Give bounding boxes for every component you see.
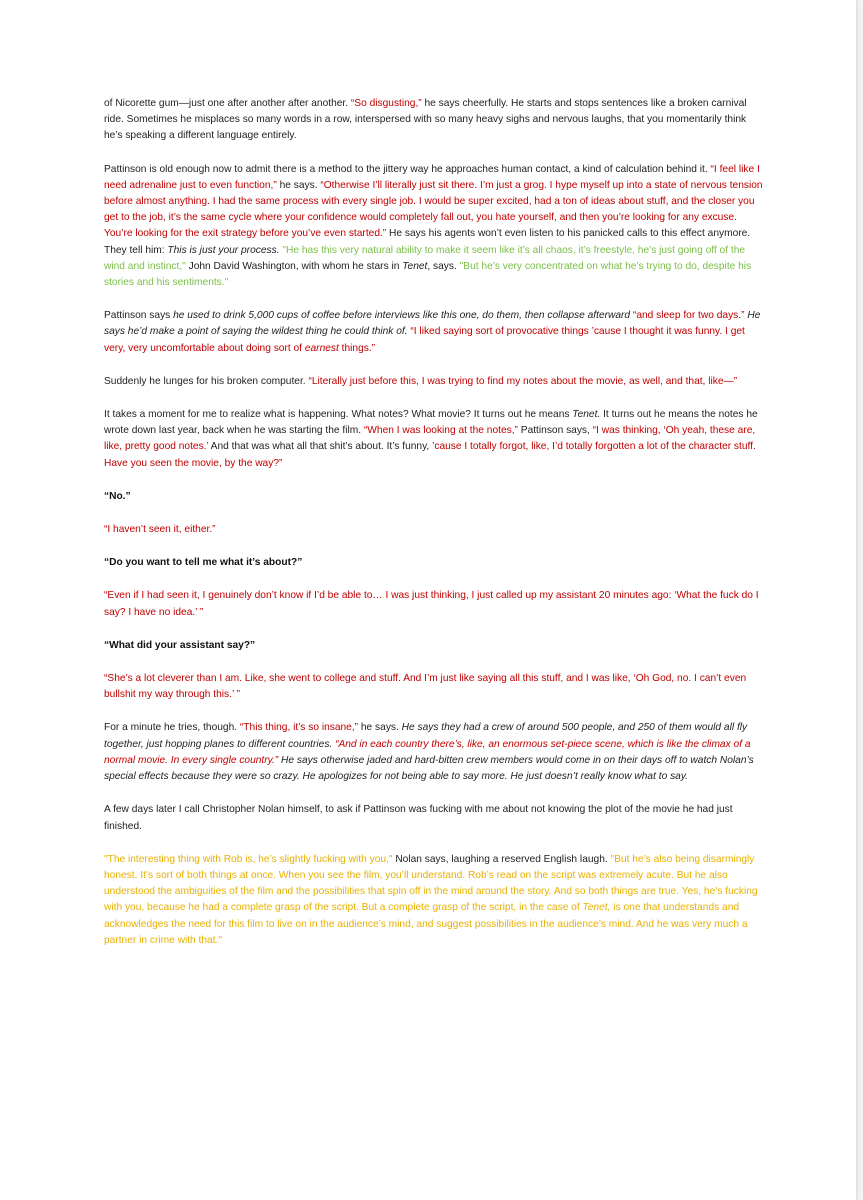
quote-red: “I feel like I need adrenaline just to even function,” bbox=[104, 163, 760, 191]
paragraph-method bbox=[104, 162, 764, 292]
text-run: he says. bbox=[358, 722, 402, 734]
quote-yellow: is one that understands and acknowledges the need for this film to live on in the audience’s mind, and suggest possibilities in the audience’s mind. And he was very much a partner in crime with that." bbox=[104, 902, 748, 946]
quote-red: “I liked saying sort of provocative things ’cause I thought it was funny. I get very, very uncomfortable about doing sort of bbox=[104, 326, 745, 354]
quote-yellow-italic: Tenet, bbox=[582, 902, 611, 914]
quote-red: “When I was looking at the notes,” bbox=[363, 425, 518, 437]
text-italic: He says he’d make a point of saying the wildest thing he could think of. bbox=[104, 310, 761, 338]
answer-quote: “Even if I had seen it, I genuinely don’t know if I’d be able to… I was just thinking, I just called up my assistant 20 minutes ago: ‘What the fuck do I say? I have no idea.’ ” bbox=[104, 590, 759, 618]
text-run: Suddenly he lunges for his broken computer. bbox=[104, 375, 309, 387]
text-run: It takes a moment for me to realize what is happening. What notes? What movie? It turns out he means bbox=[104, 409, 573, 421]
text-italic: He says otherwise jaded and hard-bitten crew members would come in on their days off to watch Nolan’s special effects because they were so crazy. He apologizes for not being able to say more. He just doesn’t really know what to say. bbox=[104, 754, 754, 783]
text-italic: He says they had a crew of around 500 people, and 250 of them would all fly together, just hopping planes to different countries. bbox=[104, 722, 748, 750]
text-run: Pattinson says bbox=[104, 310, 174, 322]
quote-green: "He has this very natural ability to make it seem like it’s all chaos, it’s freestyle, he’s just going off of the wind and instinct," bbox=[104, 244, 746, 272]
text-run: he says cheerfully. He starts and stops sentences like a broken carnival ride. Sometimes he misplaces so many words in a row, interspersed with so many heavy sighs and nervous laughs, that you momentarily think he’s speaking a different language entirely. bbox=[104, 98, 747, 142]
quote-red: “Otherwise I’ll literally just sit there. I’m just a grog. I hype myself up into a state of nervous tension before almost anything. I had the same process with every single job. I would be super excited, had a ton of ideas about stuff, and the closer you get to the job, it’s the same cycle where your confidence would completely fall out, you hate yourself, and then you’re looking for any excuse. You’re looking for the exit strategy before you’ve even started.” bbox=[104, 179, 763, 240]
quote-red: “So disgusting,” bbox=[350, 98, 422, 109]
quote-red: “I was thinking, ‘Oh yeah, these are, like, pretty good notes.’ bbox=[104, 425, 756, 453]
text-run: And that was what all that shit’s about. It’s funny, bbox=[208, 441, 433, 453]
quote-red-italic: earnest bbox=[304, 342, 339, 354]
text-italic: Tenet bbox=[402, 260, 428, 272]
quote-red: ’cause I totally forgot, like, I’d totally forgotten a lot of the character stuff. Have you seen the movie, by the way?” bbox=[104, 441, 756, 469]
interviewer-question: “Do you want to tell me what it’s about?” bbox=[104, 557, 303, 569]
text-italic: This is just your process. bbox=[167, 244, 280, 256]
quote-green: "But he’s very concentrated on what he’s trying to do, despite his stories and his sentiments." bbox=[104, 260, 752, 289]
text-run: he says. bbox=[276, 179, 321, 191]
quote-red: “and sleep for two days.” bbox=[632, 310, 745, 322]
paragraph-notes bbox=[104, 407, 764, 472]
text-run: John David Washington, with whom he stars in bbox=[185, 260, 403, 272]
document-body bbox=[104, 96, 764, 966]
text-run: He says his agents won’t even listen to his panicked calls to this effect anymore. They tell him: bbox=[104, 228, 751, 256]
quote-yellow: "The interesting thing with Rob is, he’s slightly fucking with you," bbox=[104, 853, 393, 865]
text-italic: he used to drink 5,000 cups of coffee before interviews like this one, do them, then collapse afterward bbox=[173, 310, 633, 322]
quote-red-italic: “And in each country there’s, like, an enormous set-piece scene, which is like the climax of a normal movie. In every single country.” bbox=[104, 738, 751, 766]
text-run: Pattinson is old enough now to admit there is a method to the jittery way he approaches human contact, a kind of calculation behind it. bbox=[104, 163, 711, 175]
quote-red: “Literally just before this, I was trying to find my notes about the movie, as well, and that, like—” bbox=[308, 375, 738, 387]
paragraph-nolan-call: A few days later I call Christopher Nolan himself, to ask if Pattinson was fucking with me about not knowing the plot of the movie he had just finished. bbox=[104, 804, 733, 832]
interviewer-question: “What did your assistant say?” bbox=[104, 639, 256, 651]
quote-red: things.” bbox=[338, 342, 376, 354]
text-run: It turns out he means the notes he wrote down last year, back when he was starting the film. bbox=[104, 409, 758, 437]
paragraph-crew bbox=[104, 720, 764, 785]
text-run: of Nicorette gum—just one after another after another. bbox=[104, 98, 351, 109]
paragraph-nicorette bbox=[104, 96, 764, 145]
text-italic: Tenet. bbox=[572, 409, 601, 421]
answer-quote: “She’s a lot cleverer than I am. Like, she went to college and stuff. And I’m just like saying all this stuff, and I was like, ‘Oh God, no. I can’t even bullshit my way through this.’ ” bbox=[104, 673, 747, 701]
text-run: For a minute he tries, though. bbox=[104, 722, 240, 734]
quote-yellow: "But he’s also being disarmingly honest. It’s sort of both things at once. When you see the film, you’ll understand. Rob’s read on the script was extremely acute. But he also understood the ambiguities of the film and the possibilities that spin off in the mind around the story. And so both things are true. Yes, he’s fucking with you, because he had a complete grasp of the script. But a complete grasp of the script, in the case of bbox=[104, 853, 758, 914]
text-run: Pattinson says, bbox=[517, 425, 593, 437]
paragraph-nolan-quote bbox=[104, 852, 764, 949]
text-run: Nolan says, laughing a reserved English laugh. bbox=[392, 853, 611, 865]
quote-red: “This thing, it’s so insane,” bbox=[239, 722, 359, 734]
paragraph-coffee bbox=[104, 308, 764, 357]
paragraph-computer bbox=[104, 374, 764, 390]
answer-quote: “I haven’t seen it, either.” bbox=[104, 524, 216, 536]
text-run: , says. bbox=[427, 260, 460, 272]
interviewer-question: “No.” bbox=[104, 490, 131, 502]
